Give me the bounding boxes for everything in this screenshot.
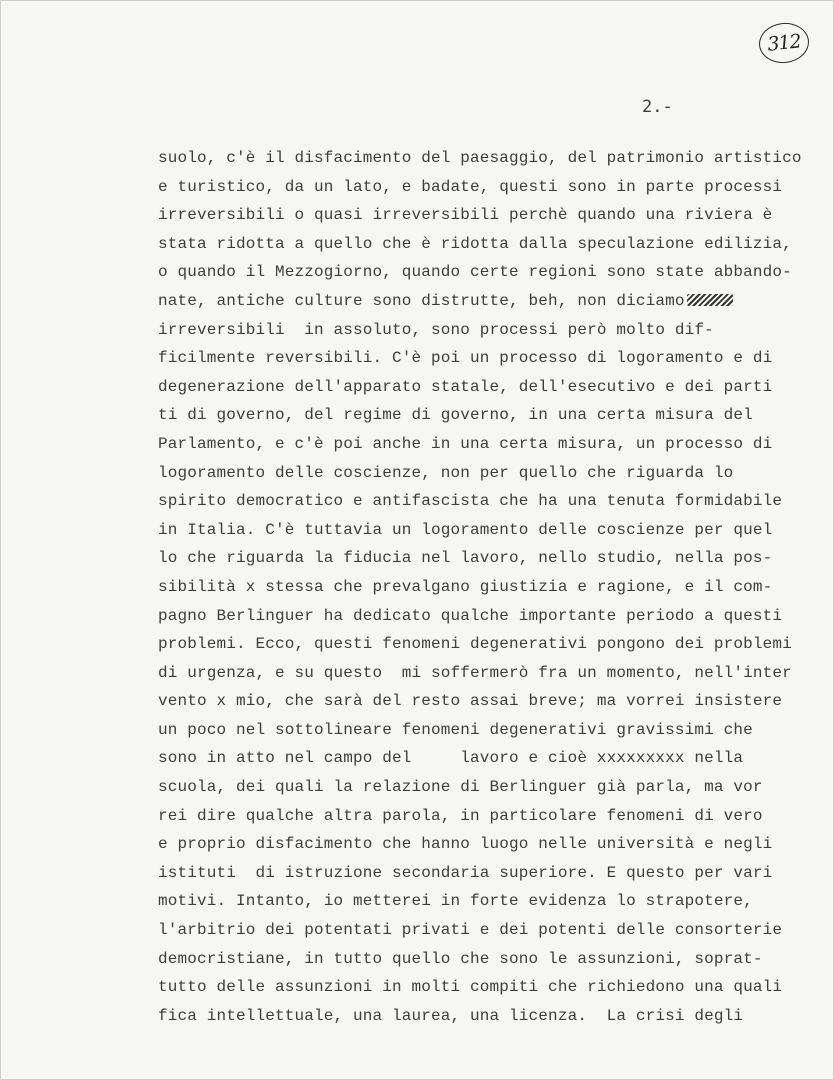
text-line: e turistico, da un lato, e badate, questi sono in parte processi	[158, 177, 783, 196]
text-line: in Italia. C'è tuttavia un logoramento delle coscienze per quel	[158, 520, 773, 539]
text-line: tutto delle assunzioni in molti compiti che richiedono una quali	[158, 978, 783, 997]
text-line: pagno Berlinguer ha dedicato qualche importante periodo a questi	[158, 606, 783, 625]
text-line: sono in atto nel campo del lavoro e cioè xxxxxxxxx nella	[158, 749, 744, 768]
text-line: stata ridotta a quello che è ridotta dalla speculazione edilizia,	[158, 234, 792, 253]
text-line: o quando il Mezzogiorno, quando certe regioni sono state abbando-	[158, 263, 792, 282]
text-line: motivi. Intanto, io metterei in forte evidenza lo strapotere,	[158, 892, 753, 911]
text-line: lo che riguarda la fiducia nel lavoro, nello studio, nella pos-	[158, 549, 773, 568]
text-line: problemi. Ecco, questi fenomeni degenerativi pongono dei problemi	[158, 635, 792, 654]
text-line: e proprio disfacimento che hanno luogo nelle università e negli	[158, 835, 773, 854]
text-line: istituti di istruzione secondaria superiore. E questo per vari	[158, 863, 773, 882]
text-line: vento x mio, che sarà del resto assai breve; ma vorrei insistere	[158, 692, 783, 711]
document-body	[158, 144, 818, 1030]
text-line: logoramento delle coscienze, non per quello che riguarda lo	[158, 463, 734, 482]
text-line: rei dire qualche altra parola, in particolare fenomeni di vero	[158, 806, 763, 825]
text-line: fica intellettuale, una laurea, una licenza. La crisi degli	[158, 1006, 744, 1025]
text-line: ti di governo, del regime di governo, in una certa misura del	[158, 406, 753, 425]
text-line-segment: nate, antiche culture sono distrutte, beh, non diciamo	[158, 291, 685, 310]
text-line: spirito democratico e antifascista che ha una tenuta formidabile	[158, 492, 783, 511]
text-line: scuola, dei quali la relazione di Berlinguer già parla, ma vor	[158, 778, 763, 797]
text-line: irreversibili o quasi irreversibili perchè quando una riviera è	[158, 206, 773, 225]
text-line: degenerazione dell'apparato statale, dell'esecutivo e dei parti	[158, 377, 773, 396]
text-line: sibilità x stessa che prevalgano giustizia e ragione, e il com-	[158, 577, 773, 596]
text-line: un poco nel sottolineare fenomeni degenerativi gravissimi che	[158, 720, 753, 739]
text-line-with-strikeout	[158, 287, 818, 316]
text-line: irreversibili in assoluto, sono processi però molto dif-	[158, 320, 714, 339]
text-line: ficilmente reversibili. C'è poi un processo di logoramento e di	[158, 349, 773, 368]
text-line: suolo, c'è il disfacimento del paesaggio, del patrimonio artistico	[158, 149, 802, 167]
typed-strikeout-mark	[687, 294, 733, 306]
page-number: 2.-	[642, 97, 673, 117]
text-line: Parlamento, e c'è poi anche in una certa misura, un processo di	[158, 434, 773, 453]
text-line: di urgenza, e su questo mi soffermerò fra un momento, nell'inter	[158, 663, 792, 682]
text-line: democristiane, in tutto quello che sono le assunzioni, soprat-	[158, 949, 763, 968]
text-line: l'arbitrio dei potentati privati e dei potenti delle consorterie	[158, 921, 783, 940]
archive-page-stamp: 312	[757, 20, 811, 65]
